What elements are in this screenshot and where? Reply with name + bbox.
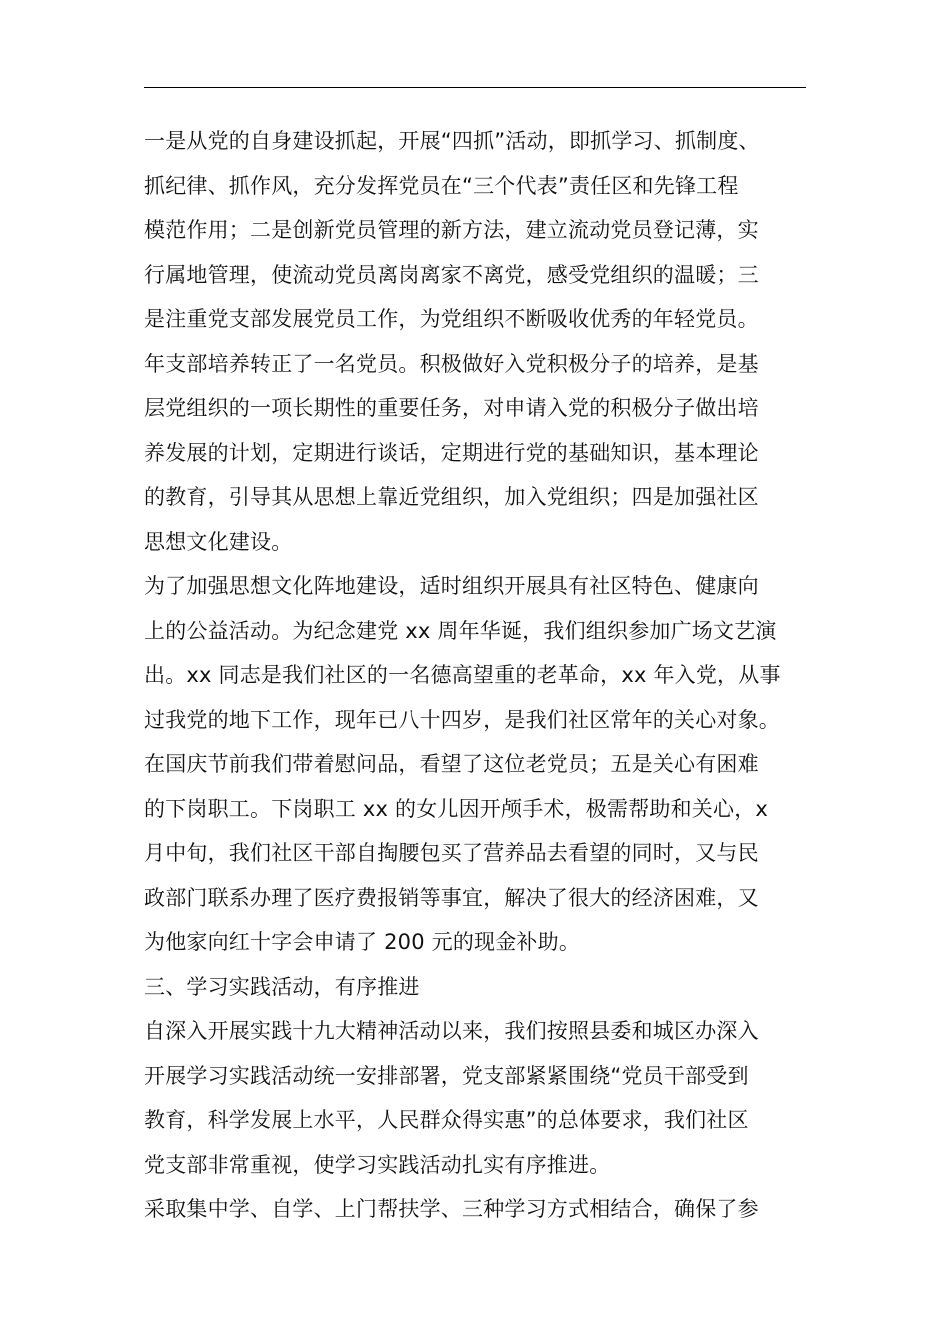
text-line: 模范作用；二是创新党员管理的新方法，建立流动党员登记薄，实 (144, 218, 759, 242)
text-line: 采取集中学、自学、上门帮扶学、三种学习方式相结合，确保了参 (144, 1197, 759, 1221)
text-line: 过我党的地下工作，现年已八十四岁，是我们社区常年的关心对象。 (144, 707, 780, 732)
body-text (144, 119, 824, 1232)
section-heading: 三、学习实践活动，有序推进 (144, 974, 420, 999)
text-line: 层党组织的一项长期性的重要任务，对申请入党的积极分子做出培 (144, 396, 759, 420)
text-line: 政部门联系办理了医疗费报销等事宜，解决了很大的经济困难，又 (144, 885, 759, 910)
text-line: 的教育，引导其从思想上靠近党组织，加入党组织；四是加强社区 (144, 485, 759, 509)
text-line: 行属地管理，使流动党员离岗离家不离党，感受党组织的温暖；三 (144, 262, 759, 287)
text-line: 自深入开展实践十九大精神活动以来，我们按照县委和城区办深入 (144, 1019, 759, 1043)
text-line: 月中旬，我们社区干部自掏腰包买了营养品去看望的同时，又与民 (144, 841, 759, 865)
text-line: 年支部培养转正了一名党员。积极做好入党积极分子的培养，是基 (144, 351, 759, 376)
text-line: 抓纪律、抓作风，充分发挥党员在“三个代表”责任区和先锋工程 (144, 173, 739, 198)
text-line: 是注重党支部发展党员工作，为党组织不断吸收优秀的年轻党员。 (144, 307, 759, 331)
text-line: 一是从党的自身建设抓起，开展“四抓”活动，即抓学习、抓制度、 (144, 129, 760, 153)
text-line: 上的公益活动。为纪念建党 xx 周年华诞，我们组织参加广场文艺演 (144, 618, 777, 643)
text-line: 为他家向红十字会申请了 200 元的现金补助。 (144, 930, 581, 954)
text-line: 在国庆节前我们带着慰问品，看望了这位老党员；五是关心有困难 (144, 752, 759, 776)
text-line: 养发展的计划，定期进行谈话，定期进行党的基础知识，基本理论 (144, 440, 759, 465)
text-line: 的下岗职工。下岗职工 xx 的女儿因开颅手术，极需帮助和关心，x (144, 796, 769, 821)
text-line: 党支部非常重视，使学习实践活动扎实有序推进。 (144, 1152, 611, 1177)
text-line: 思想文化建设。 (144, 529, 293, 554)
text-line: 开展学习实践活动统一安排部署，党支部紧紧围绕“党员干部受到 (144, 1063, 749, 1088)
text-line: 教育，科学发展上水平，人民群众得实惠”的总体要求，我们社区 (144, 1108, 749, 1132)
text-line: 出。xx 同志是我们社区的一名德高望重的老革命，xx 年入党，从事 (144, 663, 781, 687)
text-line: 为了加强思想文化阵地建设，适时组织开展具有社区特色、健康向 (144, 574, 759, 598)
header-rule (144, 87, 806, 88)
